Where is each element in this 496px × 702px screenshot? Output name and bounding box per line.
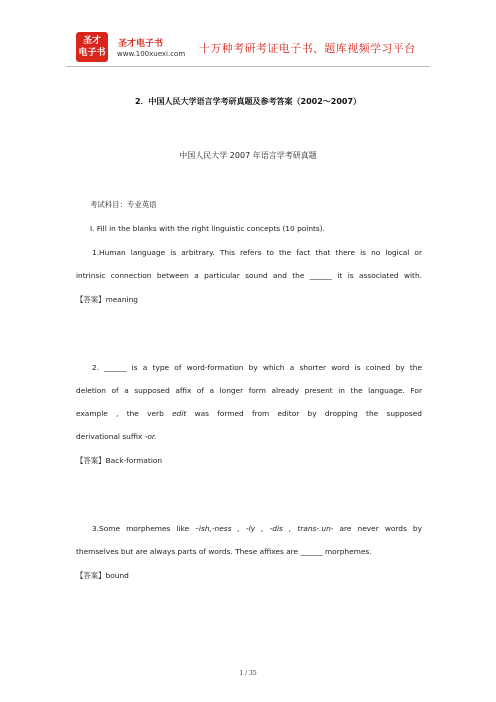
- logo-text-bottom: 电子书: [78, 48, 106, 58]
- document-title: 2．中国人民大学语言学考研真题及参考答案（2002～2007）: [134, 97, 362, 106]
- exam-subject: 考试科目：专业英语: [90, 200, 157, 209]
- question-1-answer: 【答案】meaning: [76, 295, 138, 304]
- q2-text-d: derivational suffix: [76, 432, 145, 441]
- question-3-answer: 【答案】bound: [76, 571, 129, 580]
- section-heading: I. Fill in the blanks with the right linguistic concepts (10 points).: [90, 224, 325, 233]
- question-2-line-1: 2. ______ is a type of word-formation by which a shorter word is coined by the: [92, 363, 422, 372]
- logo-text-top: 圣才: [82, 36, 101, 46]
- header-slogan: 十万种考研考证电子书、题库视频学习平台: [199, 42, 416, 55]
- q3-text-c: are never words by: [333, 524, 422, 533]
- brand-url[interactable]: www.100xuexi.com: [117, 50, 186, 58]
- q2-text-c: was formed from editor by dropping the supposed: [186, 409, 422, 418]
- question-2-line-4: [76, 432, 157, 441]
- question-2-answer: 【答案】Back-formation: [76, 456, 163, 465]
- question-1-line-1: 1.Human language is arbitrary. This refers to the fact that there is no logical or: [92, 248, 422, 257]
- question-2-line-2: deletion of a supposed affix of a longer form already present in the language. For: [76, 386, 422, 395]
- question-3-line-2: themselves but are always parts of words. These affixes are ______ morphemes.: [76, 547, 372, 556]
- brand-logo: [76, 32, 108, 62]
- document-subtitle: 中国人民大学 2007 年语言学考研真题: [179, 151, 317, 160]
- q2-text-a: example , the verb: [76, 409, 173, 418]
- q2-italic-word: edit: [172, 409, 187, 418]
- question-2-line-3: [76, 409, 422, 418]
- brand-name: 圣才电子书: [118, 39, 164, 49]
- question-1-line-2: intrinsic connection between a particular sound and the ______ it is associated with.: [76, 271, 422, 280]
- q2-italic-suffix: -or.: [144, 432, 157, 441]
- page-number: 1 / 35: [239, 670, 257, 677]
- page-header: [0, 0, 496, 62]
- header-divider: [66, 66, 430, 67]
- q3-italic-morphemes: –ish,-ness , -ly , -dis , trans-.un-: [195, 524, 334, 533]
- q3-text-a: 3.Some morphemes like: [92, 524, 196, 533]
- question-3-line-1: [92, 524, 422, 533]
